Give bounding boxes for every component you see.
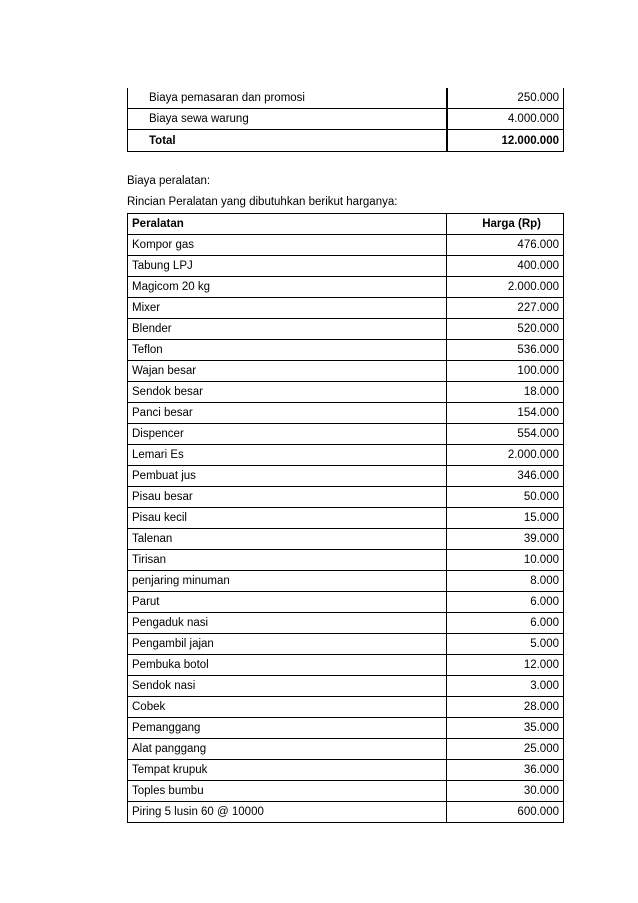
item-price-cell: 35.000	[447, 718, 564, 739]
table-row	[128, 571, 564, 592]
column-header-item: Peralatan	[128, 214, 447, 235]
row-label: Biaya sewa warung	[128, 109, 447, 130]
item-name-cell: Panci besar	[128, 403, 447, 424]
item-name-cell: Dispencer	[128, 424, 447, 445]
item-price-cell: 476.000	[447, 235, 564, 256]
item-name-cell: Alat panggang	[128, 739, 447, 760]
total-label: Total	[128, 130, 447, 152]
item-name-cell: Pembuat jus	[128, 466, 447, 487]
equipment-table	[127, 213, 564, 823]
row-value: 4.000.000	[447, 109, 564, 130]
item-price-cell: 5.000	[447, 634, 564, 655]
table-row	[128, 529, 564, 550]
table-row	[128, 298, 564, 319]
table-row	[128, 718, 564, 739]
total-row	[128, 130, 564, 152]
item-price-cell: 400.000	[447, 256, 564, 277]
item-price-cell: 536.000	[447, 340, 564, 361]
row-label: Biaya pemasaran dan promosi	[128, 88, 447, 109]
table-row	[128, 739, 564, 760]
item-price-cell: 154.000	[447, 403, 564, 424]
item-name-cell: Tirisan	[128, 550, 447, 571]
table-row	[128, 697, 564, 718]
item-name-cell: Teflon	[128, 340, 447, 361]
item-price-cell: 28.000	[447, 697, 564, 718]
item-price-cell: 520.000	[447, 319, 564, 340]
item-price-cell: 227.000	[447, 298, 564, 319]
table-row	[128, 508, 564, 529]
table-row	[128, 319, 564, 340]
item-price-cell: 36.000	[447, 760, 564, 781]
item-name-cell: Pengaduk nasi	[128, 613, 447, 634]
table-row	[128, 445, 564, 466]
table-row	[128, 382, 564, 403]
item-name-cell: Piring 5 lusin 60 @ 10000	[128, 802, 447, 823]
item-price-cell: 600.000	[447, 802, 564, 823]
item-name-cell: Tempat krupuk	[128, 760, 447, 781]
cost-summary-table	[127, 88, 564, 152]
item-name-cell: Sendok nasi	[128, 676, 447, 697]
table-header-row	[128, 214, 564, 235]
item-price-cell: 8.000	[447, 571, 564, 592]
item-price-cell: 12.000	[447, 655, 564, 676]
table-row	[128, 256, 564, 277]
item-name-cell: Tabung LPJ	[128, 256, 447, 277]
item-price-cell: 15.000	[447, 508, 564, 529]
table-row	[128, 361, 564, 382]
table-row	[128, 424, 564, 445]
table-row	[128, 760, 564, 781]
item-price-cell: 3.000	[447, 676, 564, 697]
item-price-cell: 18.000	[447, 382, 564, 403]
item-name-cell: Parut	[128, 592, 447, 613]
item-price-cell: 25.000	[447, 739, 564, 760]
item-name-cell: Pembuka botol	[128, 655, 447, 676]
item-price-cell: 100.000	[447, 361, 564, 382]
table-row	[128, 340, 564, 361]
item-name-cell: Pemanggang	[128, 718, 447, 739]
item-name-cell: Sendok besar	[128, 382, 447, 403]
column-header-price: Harga (Rp)	[447, 214, 564, 235]
table-row	[128, 550, 564, 571]
item-name-cell: Wajan besar	[128, 361, 447, 382]
item-name-cell: Blender	[128, 319, 447, 340]
item-price-cell: 2.000.000	[447, 445, 564, 466]
item-name-cell: Magicom 20 kg	[128, 277, 447, 298]
table-row	[128, 634, 564, 655]
table-row	[128, 613, 564, 634]
section-description: Rincian Peralatan yang dibutuhkan berikut harganya:	[127, 196, 398, 208]
item-name-cell: Pisau besar	[128, 487, 447, 508]
item-price-cell: 30.000	[447, 781, 564, 802]
item-name-cell: Toples bumbu	[128, 781, 447, 802]
table-row	[128, 487, 564, 508]
item-price-cell: 2.000.000	[447, 277, 564, 298]
table-row	[128, 235, 564, 256]
table-row	[128, 655, 564, 676]
item-name-cell: Kompor gas	[128, 235, 447, 256]
table-row	[128, 466, 564, 487]
table-row	[128, 676, 564, 697]
item-name-cell: Pisau kecil	[128, 508, 447, 529]
table-row	[128, 802, 564, 823]
row-value: 250.000	[447, 88, 564, 109]
item-price-cell: 50.000	[447, 487, 564, 508]
item-price-cell: 346.000	[447, 466, 564, 487]
item-name-cell: Lemari Es	[128, 445, 447, 466]
item-name-cell: Cobek	[128, 697, 447, 718]
table-row	[128, 277, 564, 298]
table-row	[128, 781, 564, 802]
table-row	[128, 592, 564, 613]
total-value: 12.000.000	[447, 130, 564, 152]
table-row	[128, 403, 564, 424]
section-heading: Biaya peralatan:	[127, 175, 211, 187]
item-price-cell: 6.000	[447, 613, 564, 634]
item-name-cell: Mixer	[128, 298, 447, 319]
table-row	[128, 88, 564, 109]
item-price-cell: 554.000	[447, 424, 564, 445]
item-name-cell: Pengambil jajan	[128, 634, 447, 655]
item-name-cell: Talenan	[128, 529, 447, 550]
item-price-cell: 6.000	[447, 592, 564, 613]
item-price-cell: 10.000	[447, 550, 564, 571]
table-row	[128, 109, 564, 130]
item-price-cell: 39.000	[447, 529, 564, 550]
item-name-cell: penjaring minuman	[128, 571, 447, 592]
